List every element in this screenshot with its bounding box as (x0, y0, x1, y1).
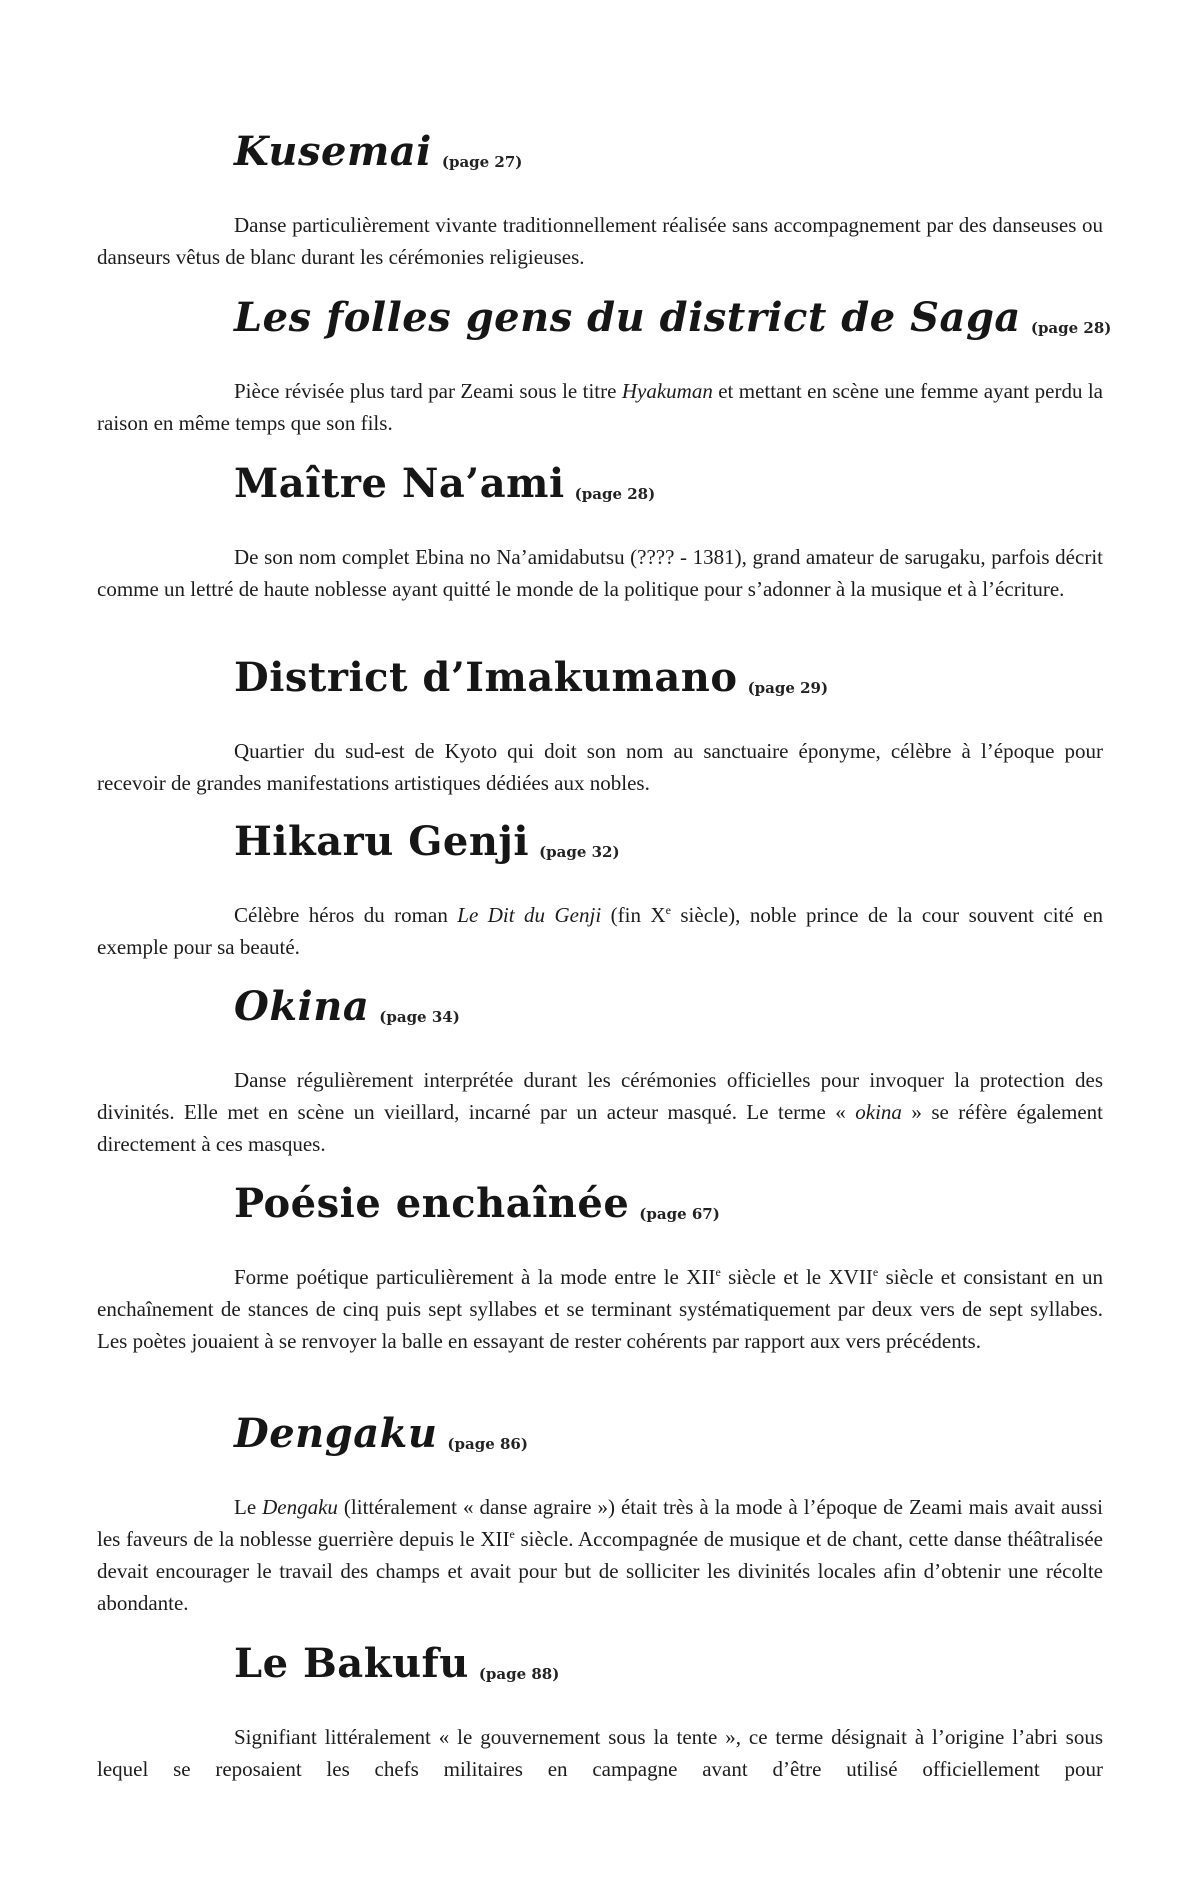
definition-text: Danse particulièrement vivante traditionnellement réalisée sans accompagnement par des danseuses ou danseurs vêtus de blanc durant les cérémonies religieuses. (97, 213, 1103, 269)
definition-text: et mettant en scène une femme ayant perdu la raison en même temps que son fils. (97, 379, 1103, 435)
entry-page-ref: (page 34) (379, 1008, 460, 1026)
glossary-entry-hikaru-genji (97, 818, 1103, 963)
entry-term (234, 983, 1103, 1041)
glossary-entry-dengaku (97, 1410, 1103, 1619)
definition-text: » se réfère également directement à ces masques. (97, 1100, 1103, 1156)
glossary-entry-maitre-naami (97, 460, 1103, 605)
entry-definition (97, 735, 1103, 799)
definition-text: siècle. Accompagnée de musique et de chant, cette danse théâtralisée devait encourager le travail des champs et avait pour but de solliciter les divinités locales afin d’obtenir une récolte abondante. (97, 1527, 1103, 1615)
glossary-entry-poesie-enchainee (97, 1180, 1103, 1357)
glossary-entry-okina (97, 983, 1103, 1160)
definition-text: (littéralement « danse agraire ») était très à la mode à l’époque de Zeami mais avait aussi les faveurs de la noblesse guerrière depuis le XII (97, 1495, 1103, 1551)
entry-page-ref: (page 28) (574, 485, 656, 503)
entry-page-ref: (page 67) (639, 1205, 720, 1223)
definition-superscript: e (509, 1527, 515, 1541)
entry-term (234, 294, 1112, 352)
definition-text: Signifiant littéralement « le gouvernement sous la tente », ce terme désignait à l’origine l’abri sous lequel se reposaient les chefs militaires en campagne avant d’être utilisé officiellement pour (97, 1725, 1103, 1781)
glossary-entry-kusemai (97, 128, 1103, 273)
definition-text: Quartier du sud-est de Kyoto qui doit son nom au sanctuaire éponyme, célèbre à l’époque pour recevoir de grandes manifestations artistiques dédiées aux nobles. (97, 739, 1103, 795)
entry-definition (97, 209, 1103, 273)
entry-page-ref: (page 28) (1030, 319, 1112, 337)
entry-definition (97, 1064, 1103, 1160)
entry-page-ref: (page 27) (441, 153, 523, 171)
definition-text: Le (234, 1495, 263, 1519)
definition-superscript: e (665, 903, 671, 917)
entry-definition (97, 541, 1103, 605)
definition-text: (fin X (601, 903, 666, 927)
glossary-entry-bakufu (97, 1640, 1103, 1785)
definition-text: Célèbre héros du roman (234, 903, 458, 927)
entry-term-text: Le Bakufu (234, 1640, 469, 1687)
entry-term-text: District d’Imakumano (234, 654, 738, 701)
definition-italic: Dengaku (262, 1495, 338, 1519)
definition-text: Pièce révisée plus tard par Zeami sous le titre (234, 379, 622, 403)
entry-term (234, 1180, 1103, 1238)
entry-term (234, 128, 1103, 186)
entry-definition (97, 375, 1103, 439)
entry-term-text: Okina (234, 983, 370, 1030)
definition-text: De son nom complet Ebina no Na’amidabutsu (???? - 1381), grand amateur de sarugaku, parfois décrit comme un lettré de haute noblesse ayant quitté le monde de la politique pour s’adonner à la musique et à l’écriture. (97, 545, 1103, 601)
definition-text: Forme poétique particulièrement à la mode entre le XII (234, 1265, 716, 1289)
entry-definition (97, 1491, 1103, 1619)
definition-italic: Le Dit du Genji (457, 903, 602, 927)
definition-superscript: e (872, 1265, 879, 1279)
definition-text: siècle et le XVII (720, 1265, 873, 1289)
entry-term-text: Les folles gens du district de Saga (234, 294, 1021, 341)
entry-definition (97, 899, 1103, 963)
definition-italic: okina (855, 1100, 902, 1124)
entry-page-ref: (page 88) (478, 1665, 560, 1683)
entry-term (234, 1640, 1103, 1698)
entry-definition (97, 1261, 1103, 1357)
definition-text: siècle), noble prince de la cour souvent cité en exemple pour sa beauté. (97, 903, 1103, 959)
definition-text: siècle et consistant en un enchaînement de stances de cinq puis sept syllabes et se terminant systématiquement par deux vers de sept syllabes. Les poètes jouaient à se renvoyer la balle en essayant de rester cohérents par rapport aux vers précédents. (97, 1265, 1103, 1353)
entry-term (234, 1410, 1103, 1468)
entry-term (234, 654, 1103, 712)
entry-term (234, 460, 1103, 518)
entry-term-text: Maître Na’ami (234, 460, 565, 507)
entry-page-ref: (page 32) (539, 843, 620, 861)
entry-term (234, 818, 1103, 876)
definition-italic: Hyakuman (621, 379, 713, 403)
entry-term-text: Hikaru Genji (234, 818, 530, 865)
definition-superscript: e (715, 1265, 721, 1279)
glossary-entry-imakumano (97, 654, 1103, 799)
glossary-entry-folles-gens (97, 294, 1112, 439)
entry-definition (97, 1721, 1103, 1785)
entry-page-ref: (page 29) (747, 679, 829, 697)
entry-term-text: Kusemai (234, 128, 432, 175)
entry-page-ref: (page 86) (447, 1435, 528, 1453)
definition-text: Danse régulièrement interprétée durant les cérémonies officielles pour invoquer la protection des divinités. Elle met en scène un vieillard, incarné par un acteur masqué. Le terme « (97, 1068, 1103, 1124)
entry-term-text: Poésie enchaînée (234, 1180, 630, 1227)
entry-term-text: Dengaku (234, 1410, 438, 1457)
